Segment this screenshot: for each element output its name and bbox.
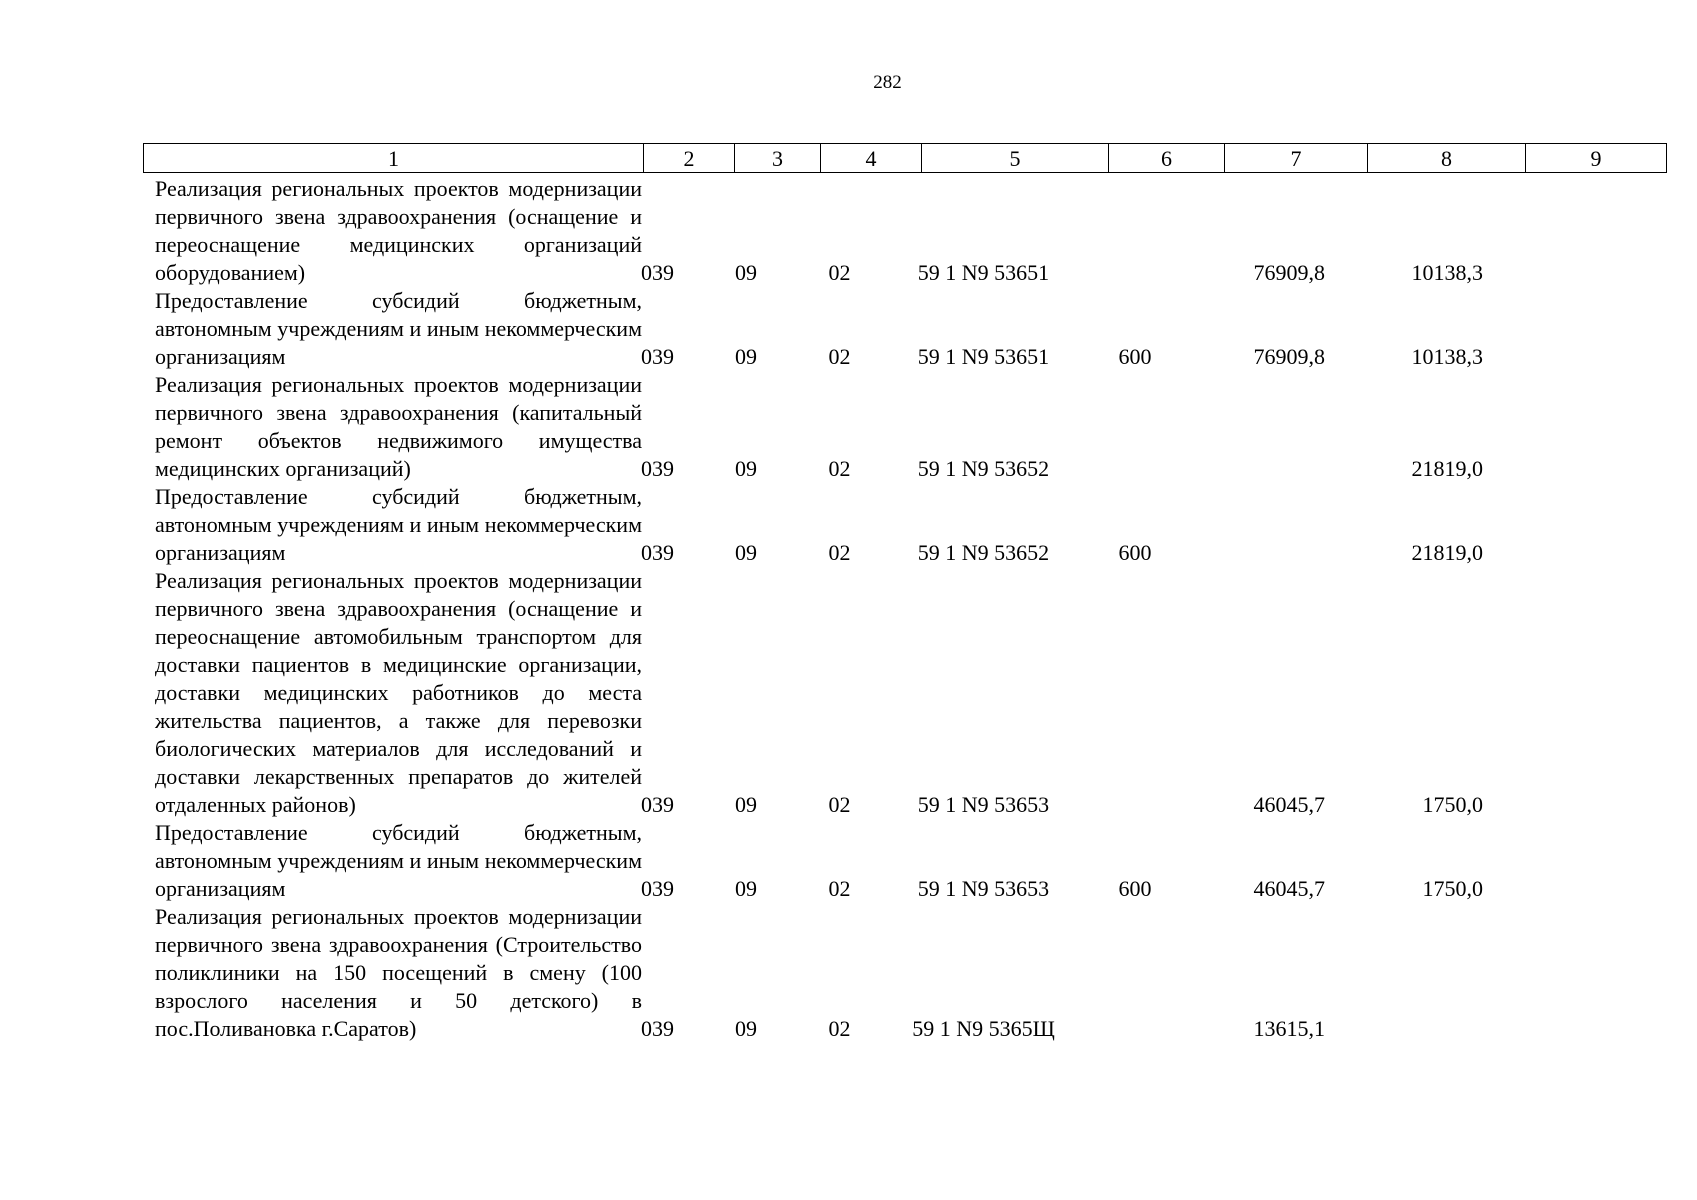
header-col-5: 5 <box>922 144 1109 173</box>
row-target-article: 59 1 N9 53652 <box>917 456 1050 481</box>
row-code-ministry: 039 <box>641 540 674 565</box>
row-target-article: 59 1 N9 53653 <box>917 876 1050 901</box>
row-expense-type: 600 <box>1118 540 1152 565</box>
table-row <box>143 567 1666 819</box>
table-row <box>143 483 1666 567</box>
row-description: Предоставление субсидий бюджетным, автономным учреждениям и иным некоммерческим организациям <box>155 484 642 565</box>
row-amount-8: 1750,0 <box>1422 792 1483 817</box>
table-row <box>143 819 1666 903</box>
row-description: Предоставление субсидий бюджетным, автономным учреждениям и иным некоммерческим организациям <box>155 820 642 901</box>
row-target-article: 59 1 N9 53651 <box>917 344 1050 369</box>
row-description: Реализация региональных проектов модернизации первичного звена здравоохранения (оснащение и переоснащение автомобильным транспортом для доставки пациентов в медицинские организации, доставки медицинских работников до места жительства пациентов, а также для перевозки биологических материалов для исследований и доставки лекарственных препаратов до жителей отдаленных районов) <box>155 568 642 817</box>
header-col-2: 2 <box>644 144 735 173</box>
row-code-ministry: 039 <box>641 344 674 369</box>
row-target-article: 59 1 N9 53653 <box>917 792 1050 817</box>
row-amount-8: 21819,0 <box>1411 456 1483 481</box>
row-code-ministry: 039 <box>641 876 674 901</box>
row-description: Предоставление субсидий бюджетным, автономным учреждениям и иным некоммерческим организациям <box>155 288 642 369</box>
header-col-3: 3 <box>735 144 821 173</box>
row-amount-8: 10138,3 <box>1411 260 1483 285</box>
row-code-section: 09 <box>735 792 757 817</box>
row-amount-8: 21819,0 <box>1411 540 1483 565</box>
row-code-subsection: 02 <box>828 344 851 369</box>
row-amount-7: 76909,8 <box>1253 260 1325 285</box>
row-amount-8: 10138,3 <box>1411 344 1483 369</box>
row-code-section: 09 <box>735 344 757 369</box>
row-code-subsection: 02 <box>828 456 851 481</box>
row-code-section: 09 <box>735 1016 757 1041</box>
row-code-section: 09 <box>735 456 757 481</box>
row-target-article: 59 1 N9 53651 <box>917 260 1050 285</box>
row-code-section: 09 <box>735 540 757 565</box>
row-description: Реализация региональных проектов модернизации первичного звена здравоохранения (Строительство поликлиники на 150 посещений в смену (100 взрослого населения и 50 детского) в пос.Поливановка г.Саратов) <box>155 904 642 1041</box>
row-code-section: 09 <box>735 260 757 285</box>
row-code-subsection: 02 <box>828 260 851 285</box>
row-expense-type: 600 <box>1118 876 1152 901</box>
row-code-section: 09 <box>735 876 757 901</box>
row-target-article: 59 1 N9 5365Щ <box>912 1016 1055 1041</box>
row-expense-type: 600 <box>1118 344 1152 369</box>
header-col-9: 9 <box>1526 144 1667 173</box>
row-amount-7: 46045,7 <box>1253 792 1325 817</box>
row-amount-7: 13615,1 <box>1253 1016 1325 1041</box>
row-code-subsection: 02 <box>828 876 851 901</box>
header-col-4: 4 <box>821 144 922 173</box>
row-code-subsection: 02 <box>828 792 851 817</box>
header-col-8: 8 <box>1368 144 1526 173</box>
row-code-ministry: 039 <box>641 1016 674 1041</box>
table-body <box>143 175 1666 1043</box>
row-code-ministry: 039 <box>641 456 674 481</box>
row-description: Реализация региональных проектов модернизации первичного звена здравоохранения (оснащение и переоснащение медицинских организаций оборудованием) <box>155 176 642 285</box>
table-header <box>143 143 1667 173</box>
row-target-article: 59 1 N9 53652 <box>917 540 1050 565</box>
row-description: Реализация региональных проектов модернизации первичного звена здравоохранения (капитальный ремонт объектов недвижимого имущества медицинских организаций) <box>155 372 642 481</box>
header-col-1: 1 <box>144 144 644 173</box>
row-code-ministry: 039 <box>641 260 674 285</box>
row-code-subsection: 02 <box>828 540 851 565</box>
row-amount-8: 1750,0 <box>1422 876 1483 901</box>
row-code-ministry: 039 <box>641 792 674 817</box>
page-number: 282 <box>873 72 902 93</box>
row-code-subsection: 02 <box>828 1016 851 1041</box>
table-row <box>143 287 1666 371</box>
table-row <box>143 175 1666 287</box>
row-amount-7: 46045,7 <box>1253 876 1325 901</box>
table-row <box>143 371 1666 483</box>
header-col-7: 7 <box>1225 144 1368 173</box>
header-col-6: 6 <box>1109 144 1225 173</box>
row-amount-7: 76909,8 <box>1253 344 1325 369</box>
table-row <box>143 903 1666 1043</box>
